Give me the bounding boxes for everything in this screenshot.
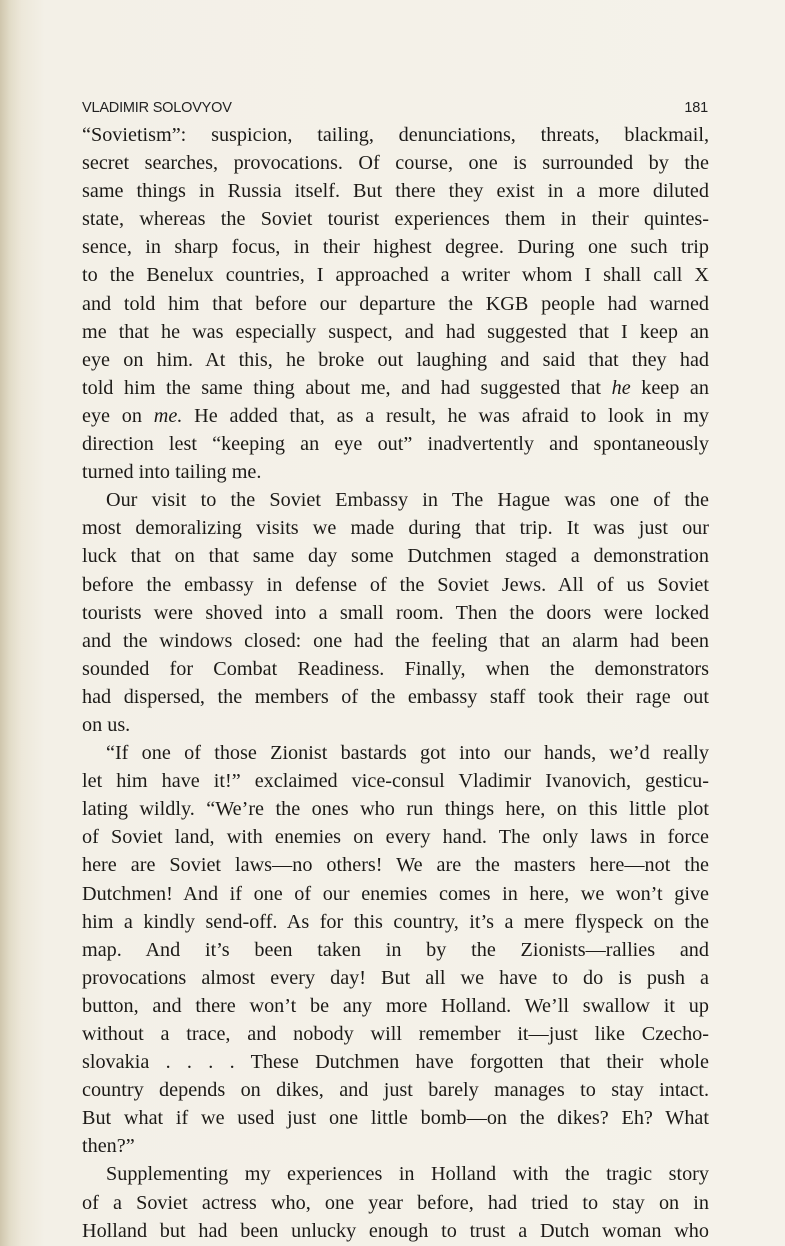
paragraph (82, 1160, 709, 1244)
text-line (82, 402, 709, 430)
text-line: Our visit to the Soviet Embassy in The Hague was one of the (106, 489, 709, 512)
text-segment: told him the same thing about me, and had suggested that (82, 376, 612, 399)
text-line: tourists were shoved into a small room. Then the doors were locked (82, 601, 709, 624)
text-line: “Sovietism”: suspicion, tailing, denunciations, threats, blackmail, (82, 124, 709, 146)
paragraph (82, 121, 709, 486)
body-text (82, 121, 709, 1245)
text-line (82, 374, 709, 402)
text-line: then?” (82, 1135, 135, 1158)
text-line: me that he was especially suspect, and had suggested that I keep an (82, 320, 709, 343)
text-line: Dutchmen! And if one of our enemies comes in here, we won’t give (82, 882, 709, 905)
text-line: without a trace, and nobody will remember it—just like Czecho- (82, 1023, 709, 1045)
text-line: Supplementing my experiences in Holland with the tragic story (106, 1163, 709, 1186)
text-segment: eye on (82, 404, 154, 427)
text-segment: He added that, as a result, he was afraid to look in my (182, 404, 709, 427)
text-line: had dispersed, the members of the embassy staff took their rage out (82, 685, 709, 708)
paragraph (82, 486, 709, 739)
text-line: luck that on that same day some Dutchmen staged a demonstration (82, 545, 709, 568)
text-line: sounded for Combat Readiness. Finally, when the demonstrators (82, 657, 709, 680)
text-line: But what if we used just one little bomb—on the dikes? Eh? What (82, 1107, 709, 1130)
text-line: Holland but had been unlucky enough to trust a Dutch woman who (82, 1219, 709, 1242)
italic-text: he (611, 376, 631, 399)
text-line: sence, in sharp focus, in their highest degree. During one such trip (82, 236, 709, 259)
running-title: VLADIMIR SOLOVYOV (82, 100, 232, 116)
text-line: let him have it!” exclaimed vice-consul Vladimir Ivanovich, gesticu- (82, 770, 709, 793)
running-header (82, 100, 708, 120)
text-line: direction lest “keeping an eye out” inadvertently and spontaneously (82, 433, 709, 456)
text-line: button, and there won’t be any more Holland. We’ll swallow it up (82, 994, 709, 1017)
text-line: “If one of those Zionist bastards got into our hands, we’d really (106, 742, 709, 765)
text-line: and told him that before our departure the KGB people had warned (82, 292, 709, 315)
text-line: most demoralizing visits we made during that trip. It was just our (82, 517, 709, 540)
text-segment: keep an (630, 376, 709, 399)
text-line: secret searches, provocations. Of course, one is surrounded by the (82, 152, 709, 175)
text-line: lating wildly. “We’re the ones who run things here, on this little plot (82, 798, 709, 821)
text-line: here are Soviet laws—no others! We are the masters here—not the (82, 854, 709, 877)
text-line: him a kindly send-off. As for this country, it’s a mere flyspeck on the (82, 910, 709, 933)
text-line: turned into tailing me. (82, 461, 262, 484)
text-line: same things in Russia itself. But there they exist in a more diluted (82, 180, 709, 203)
text-line: on us. (82, 713, 131, 736)
text-line: of Soviet land, with enemies on every hand. The only laws in force (82, 826, 709, 849)
text-line: before the embassy in defense of the Soviet Jews. All of us Soviet (82, 573, 709, 596)
text-line: of a Soviet actress who, one year before, had tried to stay on in (82, 1191, 709, 1214)
text-line: eye on him. At this, he broke out laughing and said that they had (82, 348, 709, 371)
text-line: country depends on dikes, and just barely manages to stay intact. (82, 1079, 709, 1102)
text-line: provocations almost every day! But all we have to do is push a (82, 966, 709, 989)
text-line: map. And it’s been taken in by the Zionists—rallies and (82, 938, 709, 961)
page-number: 181 (684, 100, 708, 116)
text-line: state, whereas the Soviet tourist experiences them in their quintes- (82, 208, 709, 231)
italic-text: me. (153, 404, 183, 427)
text-line: and the windows closed: one had the feeling that an alarm had been (82, 629, 709, 652)
text-line: slovakia . . . . These Dutchmen have forgotten that their whole (82, 1051, 709, 1074)
text-line: to the Benelux countries, I approached a writer whom I shall call X (82, 264, 709, 287)
paragraph (82, 739, 709, 1160)
